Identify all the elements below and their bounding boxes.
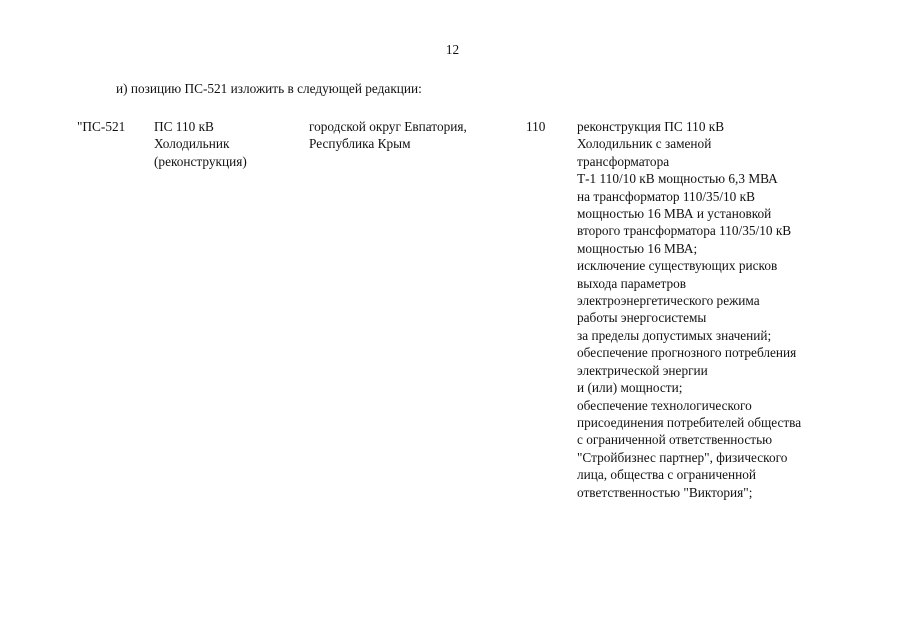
row-name [154,118,247,170]
row-description-line: обеспечение технологического [577,397,752,413]
intro-paragraph: и) позицию ПС-521 изложить в следующей редакции: [116,81,422,96]
row-description-line: работы энергосистемы [577,310,707,326]
row-name-line: (реконструкция) [154,153,247,169]
row-description-line: второго трансформатора 110/35/10 кВ [577,223,792,239]
row-description-line: выхода параметров [577,275,687,291]
row-description-line: за пределы допустимых значений; [577,327,772,343]
row-description-line: и (или) мощности; [577,380,683,396]
row-description-line: трансформатора [577,153,670,169]
row-location [309,118,467,153]
row-description-line: "Стройбизнес партнер", физического [577,449,788,465]
row-description-line: на трансформатор 110/35/10 кВ [577,188,755,204]
row-description-line: электроэнергетического режима [577,293,760,309]
row-location-line: городской округ Евпатория, [309,119,467,134]
row-name-line: ПС 110 кВ [154,119,214,134]
row-description-line: ответственностью "Виктория"; [577,484,753,500]
row-description-line: лица, общества с ограниченной [577,467,757,483]
row-description-line: мощностью 16 МВА; [577,240,698,256]
row-location-line: Республика Крым [309,136,411,152]
row-description [577,118,801,501]
row-name-line: Холодильник [154,136,230,152]
row-description-line: присоединения потребителей общества [577,414,802,430]
row-description-line: реконструкция ПС 110 кВ [577,119,725,134]
row-description-line: Т-1 110/10 кВ мощностью 6,3 МВА [577,171,778,187]
page-number: 12 [445,42,460,57]
row-voltage: 110 [526,119,546,134]
row-description-line: электрической энергии [577,362,708,378]
row-description-line: мощностью 16 МВА и установкой [577,206,772,222]
row-description-line: Холодильник с заменой [577,136,712,152]
row-description-line: с ограниченной ответственностью [577,432,773,448]
row-description-line: обеспечение прогнозного потребления [577,345,797,361]
row-description-line: исключение существующих рисков [577,258,778,274]
row-code: "ПС-521 [77,119,126,134]
